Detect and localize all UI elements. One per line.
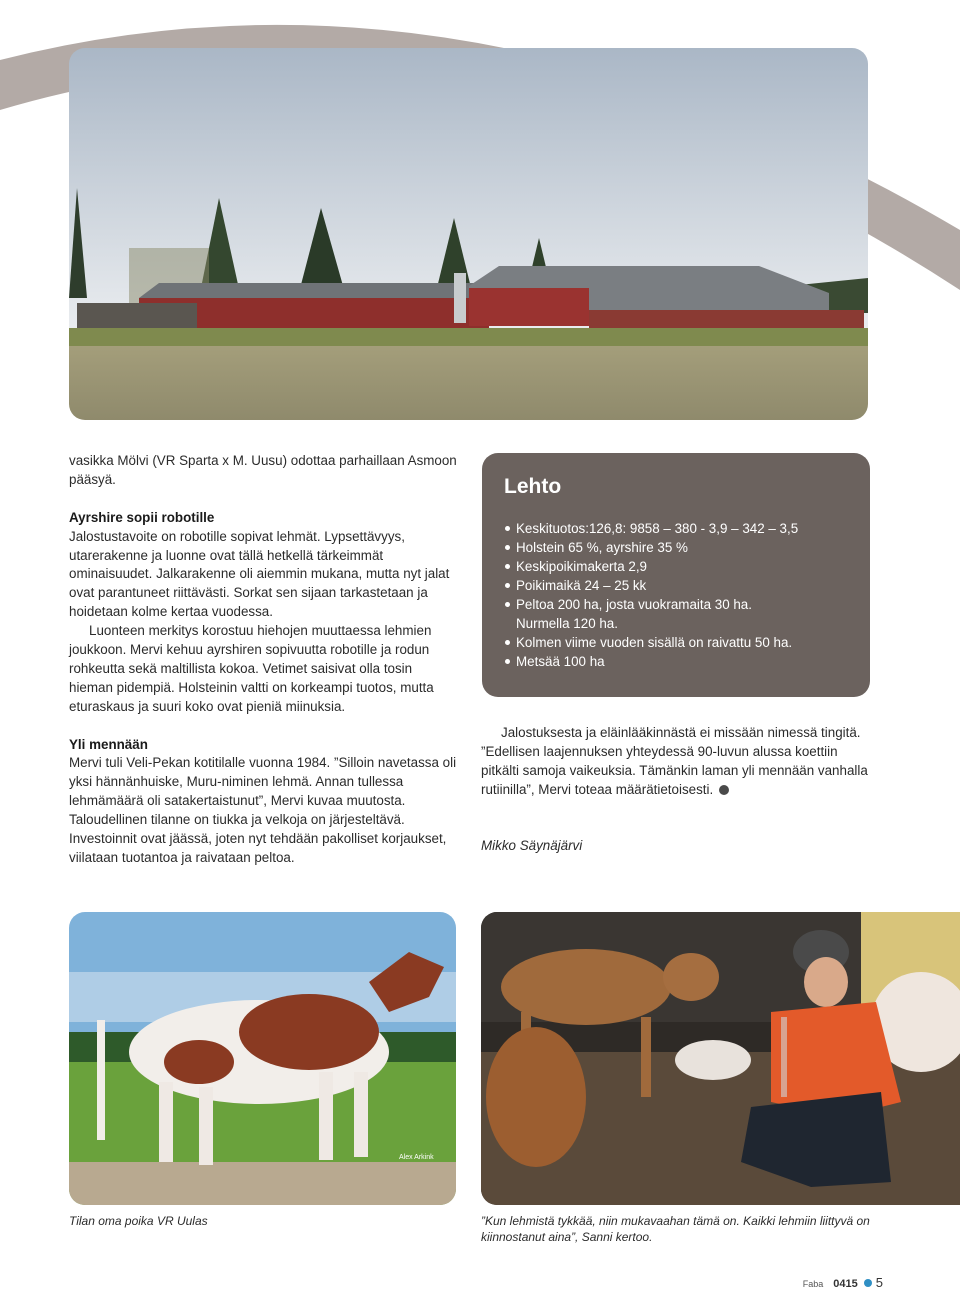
page-number: 5 xyxy=(875,1275,883,1290)
farm-facts-title: Lehto xyxy=(504,475,562,498)
fact-item: Keskipoikimakerta 2,9 xyxy=(504,557,798,576)
farm-facts-box xyxy=(482,453,870,697)
fact-item: Peltoa 200 ha, josta vuokramaita 30 ha. xyxy=(504,595,798,614)
section-heading-robot: Ayrshire sopii robotille xyxy=(69,509,215,525)
photo-caption-left: Tilan oma poika VR Uulas xyxy=(69,1214,208,1228)
photo-credit: Alex Arkink xyxy=(399,1154,434,1161)
fact-item: Holstein 65 %, ayrshire 35 % xyxy=(504,538,798,557)
bull-photo xyxy=(69,912,456,1205)
paragraph-history: Mervi tuli Veli-Pekan kotitilalle vuonna 1984. ”Silloin navetassa oli yksi hännänhuiske, Muru-niminen lehmä. Annan tullessa lehmämäärä oli satakertaistunut”, Mervi kuvaa muutosta. Taloudellinen tilanne on tiukka ja velkoja on järjesteltävä. Investoinnit ovat jäässä, joten nyt tehdään pakolliset korjaukset, viilataan tuotantoa ja raivataan peltoa. xyxy=(69,755,457,865)
farm-photo xyxy=(69,48,868,420)
magazine-name: Faba xyxy=(802,1279,824,1289)
farm-facts-list xyxy=(504,519,798,671)
author-name: Mikko Säynäjärvi xyxy=(481,838,583,853)
page-footer xyxy=(803,1275,883,1290)
right-column xyxy=(481,724,871,800)
paragraph-breeding-goal: Jalostustavoite on robotille sopivat lehmät. Lypsettävyys, utarerakenne ja luonne ovat tällä hetkellä tärkeimmät ominaisuudet. Jalkarakenne oli aiemmin mukana, mutta nyt jalat ovat parantuneet riittävästi. Sorkat sen sijaan tarkastetaan ja hoidetaan kolme kertaa vuodessa. xyxy=(69,528,450,620)
issue-number: 0415 xyxy=(833,1278,858,1290)
intro-paragraph: vasikka Mölvi (VR Sparta x M. Uusu) odottaa parhaillaan Asmoon pääsyä. xyxy=(69,453,457,487)
left-column xyxy=(69,452,457,868)
section-heading-yli-mennaan: Yli mennään xyxy=(69,736,148,752)
fact-item-continuation: Nurmella 120 ha. xyxy=(516,616,618,631)
paragraph-conclusion xyxy=(481,724,871,800)
fact-item: Keskituotos:126,8: 9858 – 380 - 3,9 – 342 – 3,5 xyxy=(504,519,798,538)
fact-item: Kolmen viime vuoden sisällä on raivattu 50 ha. xyxy=(504,633,798,652)
paragraph-temperament: Luonteen merkitys korostuu hiehojen muuttaessa lehmien joukkoon. Mervi kehuu ayrshiren sopivuutta robotille ja rodun rohkeutta sekä maltillista kokoa. Vetimet saisivat olla tosin hieman pidempiä. Holsteinin valtti on korkeampi tuotos, mutta eturaskaus ja suuri koko ovat pieniä miinuksia. xyxy=(69,623,434,714)
end-mark-icon xyxy=(719,785,729,795)
footer-dot-icon xyxy=(864,1279,872,1287)
barn-calves-photo xyxy=(481,912,960,1205)
photo-caption-right: ”Kun lehmistä tykkää, niin mukavaahan tämä on. Kaikki lehmiin liittyvä on kiinnostanut aina”, Sanni kertoo. xyxy=(481,1214,870,1244)
conclusion-text: Jalostuksesta ja eläinlääkinnästä ei missään nimessä tingitä. ”Edellisen laajennuksen yhteydessä 90-luvun alussa koettiin pitkälti samoja vaikeuksia. Tämänkin laman yli mennään vanhalla rutiinilla”, Mervi toteaa määrätietoisesti. xyxy=(481,725,868,797)
fact-item: Poikimaikä 24 – 25 kk xyxy=(504,576,798,595)
fact-item: Metsää 100 ha xyxy=(504,652,798,671)
